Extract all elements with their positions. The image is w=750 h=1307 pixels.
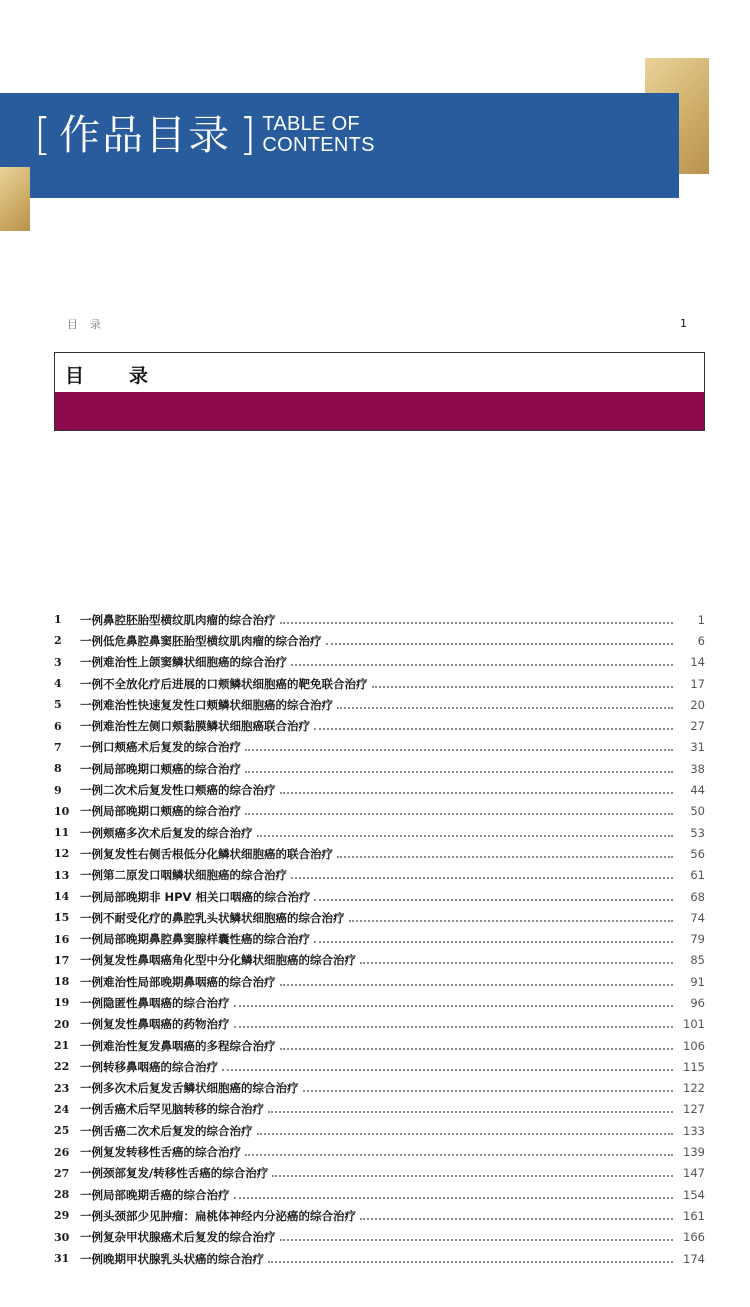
toc-entry-leader	[291, 664, 673, 666]
toc-entry-number: 24	[54, 1102, 70, 1116]
toc-entry-page: 68	[690, 889, 705, 904]
toc-entry-leader	[360, 962, 673, 964]
toc-entry-title: 一例局部晚期口颊癌的综合治疗	[80, 804, 241, 819]
toc-entry-page: 50	[690, 804, 705, 819]
toc-entry-leader	[268, 1261, 673, 1263]
toc-entry-number: 19	[54, 996, 70, 1010]
toc-entry-title: 一例隐匿性鼻咽癌的综合治疗	[80, 995, 230, 1010]
gold-accent-left	[0, 167, 30, 231]
toc-entry-title: 一例难治性复发鼻咽癌的多程综合治疗	[80, 1038, 276, 1053]
toc-entry-leader	[245, 771, 673, 773]
toc-entry-number: 18	[54, 975, 70, 989]
toc-entry-page: 61	[690, 868, 705, 883]
toc-entry[interactable]	[54, 694, 705, 715]
toc-entry-page: 122	[683, 1081, 705, 1096]
toc-entry-number: 23	[54, 1081, 70, 1095]
banner-title: 作品目录	[59, 110, 232, 159]
toc-entry-leader	[234, 1005, 674, 1007]
toc-entry-title: 一例口颊癌术后复发的综合治疗	[80, 740, 241, 755]
toc-entry[interactable]	[54, 822, 705, 843]
toc-entry-number: 26	[54, 1145, 70, 1159]
toc-entry-page: 106	[683, 1038, 705, 1053]
header-banner	[0, 93, 679, 198]
toc-entry-leader	[303, 1090, 674, 1092]
toc-entry-page: 27	[690, 719, 705, 734]
toc-entry-title: 一例晚期甲状腺乳头状癌的综合治疗	[80, 1251, 264, 1266]
toc-entry-leader	[280, 792, 674, 794]
toc-entry-number: 27	[54, 1166, 70, 1180]
toc-entry-title: 一例多次术后复发舌鳞状细胞癌的综合治疗	[80, 1081, 299, 1096]
toc-entry-number: 25	[54, 1124, 70, 1138]
toc-entry[interactable]	[54, 715, 705, 736]
toc-entry-leader	[280, 1048, 674, 1050]
toc-entry-page: 14	[690, 655, 705, 670]
toc-entry-page: 154	[683, 1187, 705, 1202]
toc-entry-title: 一例难治性局部晚期鼻咽癌的综合治疗	[80, 974, 276, 989]
toc-entry-number: 6	[54, 719, 62, 733]
toc-entry-number: 31	[54, 1252, 70, 1266]
toc-entry[interactable]	[54, 758, 705, 779]
toc-entry[interactable]	[54, 737, 705, 758]
toc-entry-page: 174	[683, 1251, 705, 1266]
toc-entry-leader	[326, 643, 674, 645]
toc-entry-title: 一例难治性左侧口颊黏膜鳞状细胞癌联合治疗	[80, 719, 310, 734]
toc-entry-number: 16	[54, 932, 70, 946]
toc-entry-number: 4	[54, 677, 62, 691]
toc-entry-page: 53	[690, 825, 705, 840]
toc-entry-title: 一例头颈部少见肿瘤：扁桃体神经内分泌癌的综合治疗	[80, 1208, 356, 1223]
toc-entry[interactable]	[54, 1163, 705, 1184]
toc-entry-leader	[234, 1026, 674, 1028]
toc-entry[interactable]	[54, 1078, 705, 1099]
toc-entry-title: 一例复发性右侧舌根低分化鳞状细胞癌的联合治疗	[80, 846, 333, 861]
toc-entry-page: 133	[683, 1123, 705, 1138]
toc-entry-leader	[245, 813, 673, 815]
toc-entry[interactable]	[54, 1014, 705, 1035]
toc-entry-leader	[245, 749, 673, 751]
toc-heading: 目录	[65, 365, 194, 387]
toc-entry-page: 91	[690, 974, 705, 989]
toc-entry-page: 166	[683, 1230, 705, 1245]
toc-entry[interactable]	[54, 928, 705, 949]
toc-entry-leader	[245, 1154, 673, 1156]
toc-entry-title: 一例不耐受化疗的鼻腔乳头状鳞状细胞癌的综合治疗	[80, 910, 345, 925]
toc-entry-page: 1	[697, 612, 705, 627]
toc-entry-title: 一例局部晚期非 HPV 相关口咽癌的综合治疗	[80, 889, 311, 904]
toc-entry-number: 3	[54, 655, 62, 669]
toc-entry-leader	[314, 728, 673, 730]
toc-entry-title: 一例舌癌二次术后复发的综合治疗	[80, 1123, 253, 1138]
toc-entry[interactable]	[54, 652, 705, 673]
toc-entry-title: 一例难治性快速复发性口颊鳞状细胞癌的综合治疗	[80, 697, 333, 712]
banner-subtitle-line2: CONTENTS	[262, 134, 375, 156]
toc-entry-leader	[372, 686, 674, 688]
toc-entry[interactable]	[54, 971, 705, 992]
toc-entry[interactable]	[54, 1099, 705, 1120]
toc-entry-number: 2	[54, 634, 62, 648]
toc-entry[interactable]	[54, 1205, 705, 1226]
toc-entry[interactable]	[54, 950, 705, 971]
toc-entry-title: 一例鼻腔胚胎型横纹肌肉瘤的综合治疗	[80, 612, 276, 627]
toc-entry[interactable]	[54, 673, 705, 694]
toc-entry-page: 74	[690, 910, 705, 925]
toc-entry-leader	[234, 1197, 674, 1199]
toc-entry-number: 5	[54, 698, 62, 712]
toc-entry-page: 85	[690, 953, 705, 968]
toc-entry[interactable]	[54, 907, 705, 928]
toc-entry-leader	[280, 984, 674, 986]
toc-entry-title: 一例复发性鼻咽癌的药物治疗	[80, 1017, 230, 1032]
toc-entry-number: 30	[54, 1230, 70, 1244]
toc-entry-title: 一例转移鼻咽癌的综合治疗	[80, 1059, 218, 1074]
toc-entry[interactable]	[54, 1248, 705, 1269]
toc-entry-title: 一例复发性鼻咽癌角化型中分化鳞状细胞癌的综合治疗	[80, 953, 356, 968]
toc-entry-page: 115	[683, 1059, 705, 1074]
bracket-close: ]	[239, 109, 257, 160]
toc-entry-leader	[360, 1218, 673, 1220]
toc-entry[interactable]	[54, 1035, 705, 1056]
toc-entry-number: 13	[54, 868, 70, 882]
toc-entry-number: 15	[54, 911, 70, 925]
toc-entry-number: 11	[54, 826, 70, 840]
toc-entry-number: 1	[54, 613, 62, 627]
toc-entry-leader	[337, 856, 673, 858]
toc-heading-bar	[55, 392, 704, 430]
toc-entry-page: 96	[690, 995, 705, 1010]
toc-entry-number: 21	[54, 1039, 70, 1053]
toc-entry-title: 一例舌癌术后罕见脑转移的综合治疗	[80, 1102, 264, 1117]
toc-entry[interactable]	[54, 1227, 705, 1248]
toc-entry-title: 一例复发转移性舌癌的综合治疗	[80, 1145, 241, 1160]
toc-entry-page: 31	[690, 740, 705, 755]
toc-entry-page: 147	[683, 1166, 705, 1181]
toc-entry-number: 28	[54, 1188, 70, 1202]
running-header: 目录	[67, 318, 113, 331]
toc-entry-number: 14	[54, 890, 70, 903]
toc-entry-title: 一例颈部复发/转移性舌癌的综合治疗	[80, 1166, 269, 1181]
toc-entry-page: 6	[697, 633, 705, 648]
banner-subtitle-line1: TABLE OF	[262, 113, 360, 135]
toc-entry[interactable]	[54, 1184, 705, 1205]
toc-entry[interactable]	[54, 1141, 705, 1162]
toc-entry-page: 101	[683, 1017, 705, 1032]
toc-entry-number: 20	[54, 1017, 70, 1031]
toc-entry-leader	[349, 920, 674, 922]
toc-entry[interactable]	[54, 843, 705, 864]
toc-entry-title: 一例不全放化疗后进展的口颊鳞状细胞癌的靶免联合治疗	[80, 676, 368, 691]
toc-entry-page: 38	[690, 761, 705, 776]
toc-entry-title: 一例二次术后复发性口颊癌的综合治疗	[80, 783, 276, 798]
toc-entry[interactable]	[54, 779, 705, 800]
toc-entry-number: 10	[54, 804, 70, 818]
page-number: 1	[680, 317, 687, 330]
toc-entry-leader	[257, 835, 674, 837]
toc-entry-page: 44	[690, 783, 705, 798]
toc-entry-title: 一例局部晚期舌癌的综合治疗	[80, 1187, 230, 1202]
toc-entry-leader	[314, 941, 673, 943]
toc-entry-page: 17	[690, 676, 705, 691]
toc-entry-page: 139	[683, 1145, 705, 1160]
toc-entry-leader	[291, 877, 673, 879]
toc-entry-title: 一例局部晚期鼻腔鼻窦腺样囊性癌的综合治疗	[80, 932, 310, 947]
toc-entry-title: 一例低危鼻腔鼻窦胚胎型横纹肌肉瘤的综合治疗	[80, 633, 322, 648]
toc-entry-number: 9	[54, 783, 62, 797]
toc-entry-leader	[280, 622, 674, 624]
toc-entry-number: 29	[54, 1209, 70, 1223]
toc-entry-number: 22	[54, 1060, 70, 1074]
toc-entry-leader	[257, 1133, 674, 1135]
toc-entry-leader	[337, 707, 673, 709]
toc-entry[interactable]	[54, 609, 705, 630]
toc-entry-leader	[280, 1239, 674, 1241]
toc-entry[interactable]	[54, 1056, 705, 1077]
toc-entry-number: 7	[54, 740, 62, 754]
banner-subtitle	[262, 114, 374, 156]
toc-entry-page: 20	[690, 697, 705, 712]
toc-entry-leader	[268, 1111, 673, 1113]
toc-entry[interactable]	[54, 630, 705, 651]
toc-entry-leader	[272, 1175, 673, 1177]
toc-entry-title: 一例难治性上颌窦鳞状细胞癌的综合治疗	[80, 655, 287, 670]
toc-entry[interactable]	[54, 801, 705, 822]
toc-entry-title: 一例第二原发口咽鳞状细胞癌的综合治疗	[80, 868, 287, 883]
toc-entry-page: 127	[683, 1102, 705, 1117]
toc-entry[interactable]	[54, 1120, 705, 1141]
toc-heading-box	[54, 352, 705, 431]
toc-entry-leader	[314, 899, 673, 901]
toc-entry-number: 8	[54, 762, 62, 776]
toc-entry[interactable]	[54, 992, 705, 1013]
toc-entry-page: 79	[690, 932, 705, 947]
toc-entry-leader	[222, 1069, 673, 1071]
toc-list	[54, 609, 705, 1269]
toc-entry-number: 17	[54, 953, 70, 967]
bracket-open: [	[34, 109, 52, 160]
toc-entry-title: 一例复杂甲状腺癌术后复发的综合治疗	[80, 1230, 276, 1245]
toc-entry-title: 一例局部晚期口颊癌的综合治疗	[80, 761, 241, 776]
toc-entry[interactable]	[54, 886, 705, 907]
toc-entry-page: 161	[683, 1208, 705, 1223]
toc-entry-title: 一例颊癌多次术后复发的综合治疗	[80, 825, 253, 840]
toc-entry[interactable]	[54, 865, 705, 886]
toc-entry-page: 56	[690, 846, 705, 861]
toc-entry-number: 12	[54, 847, 70, 861]
